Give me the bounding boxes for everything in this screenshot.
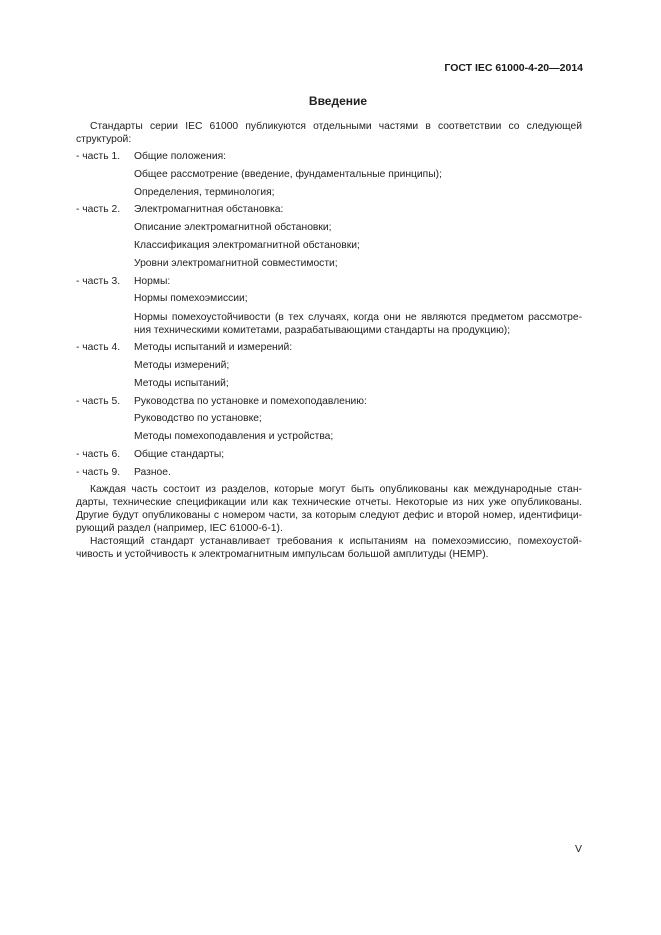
section-title: Введение: [308, 94, 368, 108]
text-line: Нормы помехоустойчивости (в тех случаях, когда они не являются предметом рассмотре-: [134, 312, 582, 324]
part-number: - часть 4.: [76, 342, 121, 354]
part-row: [76, 393, 582, 411]
part-number: - часть 3.: [76, 275, 121, 287]
page-number: V: [574, 843, 582, 855]
part-number: - часть 2.: [76, 204, 121, 216]
part-number: - часть 5.: [76, 395, 121, 407]
text-line: структурой:: [76, 134, 132, 145]
part-subitem: Руководство по установке;: [134, 413, 262, 425]
scope-paragraph: [76, 535, 582, 561]
part-row: [76, 201, 582, 219]
part-row: [76, 464, 582, 482]
part-subitem: Описание электромагнитной обстановки;: [134, 222, 332, 234]
part-row: [76, 339, 582, 357]
part-title: Общие стандарты;: [134, 448, 225, 460]
part-row: [76, 148, 582, 166]
part-subitem: Классификация электромагнитной обстановки;: [134, 239, 360, 251]
text-line: рующий раздел (например, IEC 61000-6-1).: [76, 522, 283, 534]
text-line: Каждая часть состоит из разделов, которые могут быть опубликованы как международные стан-: [90, 483, 582, 495]
part-number: - часть 9.: [76, 466, 121, 478]
text-line: ния техническими комитетами, разрабатывающими стандарты на продукцию);: [134, 325, 511, 337]
part-subitem: Методы помехоподавления и устройства;: [134, 431, 334, 443]
parts-description-paragraph: [76, 483, 582, 535]
part-number: - часть 1.: [76, 151, 121, 162]
part-title: Методы испытаний и измерений:: [134, 342, 293, 354]
part-row: [76, 273, 582, 291]
part-subitem: Методы испытаний;: [134, 377, 229, 389]
part-number: - часть 6.: [76, 448, 121, 460]
document-code: ГОСТ IEC 61000-4-20—2014: [444, 62, 583, 74]
part-row: [76, 446, 582, 464]
page-content: [76, 94, 582, 561]
part-title: Общие положения:: [134, 151, 227, 162]
part-subitem: Общее рассмотрение (введение, фундаментальные принципы);: [134, 168, 442, 180]
text-line: Стандарты серии IEC 61000 публикуются отдельными частями в соответствии со следующей: [90, 121, 582, 132]
part-subitem: Определения, терминология;: [134, 186, 275, 198]
text-line: Настоящий стандарт устанавливает требования к испытаниям на помехоэмиссию, помехоустой-: [90, 535, 582, 547]
text-line: чивость и устойчивость к электромагнитным импульсам большой амплитуды (HEMP).: [76, 548, 489, 560]
part-subitem: Уровни электромагнитной совместимости;: [134, 257, 338, 269]
part-subitem: Нормы помехоэмиссии;: [134, 293, 248, 305]
part-title: Разное.: [134, 466, 171, 478]
part-title: Руководства по установке и помехоподавлению:: [134, 395, 367, 407]
text-line: Другие будут опубликованы с номером части, за которым следуют дефис и второй номер, идентифици-: [76, 509, 582, 521]
intro-paragraph: [76, 120, 582, 146]
part-subitem: Методы измерений;: [134, 359, 230, 371]
text-line: дарты, технические спецификации или как технические отчеты. Некоторые из них уже опубликованы.: [76, 496, 582, 508]
part-title: Нормы:: [134, 275, 171, 287]
parts-list: [76, 148, 582, 482]
part-subitem: [76, 311, 582, 337]
part-title: Электромагнитная обстановка:: [134, 204, 284, 216]
